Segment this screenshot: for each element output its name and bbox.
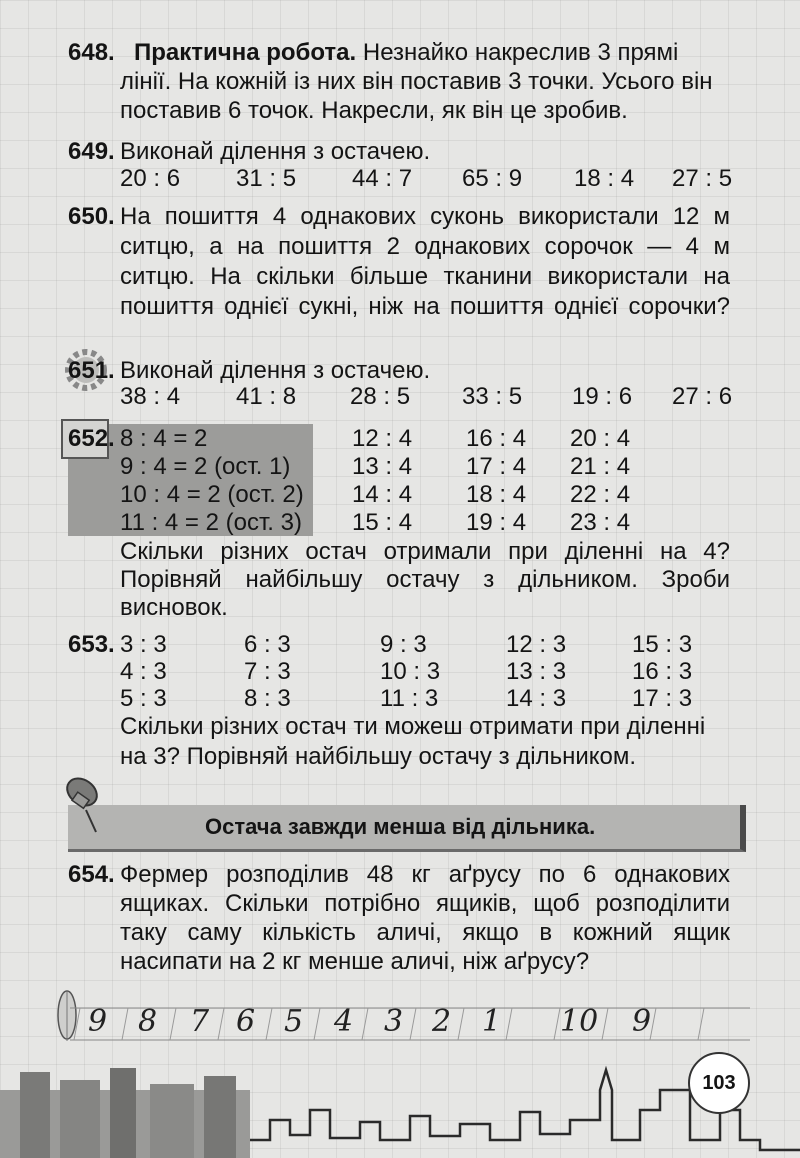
task-654-line2: ящиках. Скільки потрібно ящиків, щоб розподілити (120, 890, 730, 917)
task-652-c4-r2: 21 : 4 (570, 453, 631, 480)
page-number: 103 (688, 1052, 750, 1114)
task-649-expr-3: 44 : 7 (352, 165, 413, 192)
task-653-c1-r2: 4 : 3 (120, 658, 167, 685)
task-653-c2-r3: 8 : 3 (244, 685, 291, 712)
task-651-expr-5: 19 : 6 (572, 383, 633, 410)
task-652-c2-r2: 13 : 4 (352, 453, 413, 480)
task-649-expr-1: 20 : 6 (120, 165, 181, 192)
task-653-c2-r2: 7 : 3 (244, 658, 291, 685)
city-skyline-decoration (0, 1050, 800, 1158)
task-652-c3-r1: 16 : 4 (466, 425, 527, 452)
task-648-heading: Практична робота. (134, 39, 357, 66)
task-648-line3: поставив 6 точок. Накресли, як він це зробив. (120, 97, 628, 124)
task-652-c1-r2: 9 : 4 = 2 (ост. 1) (120, 453, 291, 480)
task-649-expr-5: 18 : 4 (574, 165, 635, 192)
task-653-c5-r2: 16 : 3 (632, 658, 693, 685)
task-650-line4: пошиття однієї сукні, ніж на пошиття однієї сорочки? (120, 293, 730, 320)
number-line-digit-8: 8 (138, 1004, 158, 1039)
task-652-c4-r4: 23 : 4 (570, 509, 631, 536)
task-652-c3-r2: 17 : 4 (466, 453, 527, 480)
task-652-c1-r1: 8 : 4 = 2 (120, 425, 208, 452)
task-651-instruction: Виконай ділення з остачею. (120, 357, 431, 384)
task-652-c3-r4: 19 : 4 (466, 509, 527, 536)
task-652-question-1: Скільки різних остач отримали при діленні на 4? (120, 538, 730, 565)
task-652-c2-r1: 12 : 4 (352, 425, 413, 452)
task-654-line4: насипати на 2 кг менше аличі, ніж аґрусу? (120, 948, 590, 975)
task-653-c4-r1: 12 : 3 (506, 631, 567, 658)
number-line-digit-5: 5 (284, 1004, 304, 1039)
task-653-c1-r3: 5 : 3 (120, 685, 167, 712)
task-649-expr-6: 27 : 5 (672, 165, 733, 192)
task-651-expr-6: 27 : 6 (672, 383, 733, 410)
number-line-digit-6: 6 (236, 1004, 256, 1039)
task-653-c4-r3: 14 : 3 (506, 685, 567, 712)
task-653-c4-r2: 13 : 3 (506, 658, 567, 685)
task-654-line1: Фермер розподілив 48 кг аґрусу по 6 однакових (120, 861, 730, 888)
task-648-line1: Незнайко накреслив 3 прямі (362, 39, 679, 66)
task-652-c2-r3: 14 : 4 (352, 481, 413, 508)
task-653-c1-r1: 3 : 3 (120, 631, 167, 658)
task-650-number: 650. (68, 203, 115, 230)
task-653-c2-r1: 6 : 3 (244, 631, 291, 658)
number-line-digit-7: 7 (190, 1004, 210, 1039)
task-653-c5-r1: 15 : 3 (632, 631, 693, 658)
task-653-question-1: Скільки різних остач ти можеш отримати при діленні (120, 713, 706, 740)
number-line-number-10: 10 (560, 1004, 599, 1039)
task-652-c1-r4: 11 : 4 = 2 (ост. 3) (120, 509, 302, 536)
task-652-c1-r3: 10 : 4 = 2 (ост. 2) (120, 481, 304, 508)
task-650-line3: ситцю. На скільки більше тканини використали на (120, 263, 730, 290)
task-650-line2: ситцю, а на пошиття 2 однакових сорочок — 4 м (120, 233, 730, 260)
task-649-expr-2: 31 : 5 (236, 165, 297, 192)
number-line-digit-3: 3 (384, 1004, 404, 1039)
task-653-c3-r3: 11 : 3 (380, 685, 439, 712)
task-649-instruction: Виконай ділення з остачею. (120, 138, 431, 165)
number-line-digit-9: 9 (88, 1004, 108, 1039)
task-651-expr-3: 28 : 5 (350, 383, 411, 410)
task-652-question-3: висновок. (120, 594, 228, 621)
number-line-digit-9b: 9 (632, 1004, 652, 1039)
task-649-number: 649. (68, 138, 115, 165)
task-652-c3-r3: 18 : 4 (466, 481, 527, 508)
rule-text: Остача завжди менша від дільника. (205, 814, 596, 839)
task-653-c5-r3: 17 : 3 (632, 685, 693, 712)
task-652-number: 652. (68, 425, 115, 452)
task-652-question-2: Порівняй найбільшу остачу з дільником. Зроби (120, 566, 730, 593)
task-648-number: 648. (68, 39, 115, 66)
task-651-number: 651. (68, 357, 115, 384)
task-648-title (134, 38, 678, 68)
number-line-digit-2: 2 (432, 1004, 452, 1039)
task-649-expr-4: 65 : 9 (462, 165, 523, 192)
number-line-digit-1: 1 (482, 1004, 502, 1039)
task-651-expr-2: 41 : 8 (236, 383, 297, 410)
pushpin-icon (52, 770, 122, 840)
task-653-c3-r2: 10 : 3 (380, 658, 441, 685)
task-653-question-2: на 3? Порівняй найбільшу остачу з дільником. (120, 743, 637, 770)
task-650-line1: На пошиття 4 однакових суконь використали 12 м (120, 203, 730, 230)
task-653-number: 653. (68, 631, 115, 658)
task-648-line2: лінії. На кожній із них він поставив 3 точки. Усього він (120, 68, 713, 95)
task-651-expr-1: 38 : 4 (120, 383, 181, 410)
task-652-c2-r4: 15 : 4 (352, 509, 413, 536)
task-652-c4-r1: 20 : 4 (570, 425, 631, 452)
task-651-expr-4: 33 : 5 (462, 383, 523, 410)
task-653-c3-r1: 9 : 3 (380, 631, 427, 658)
task-654-number: 654. (68, 861, 115, 888)
task-654-line3: таку саму кількість аличі, якщо в кожний ящик (120, 919, 730, 946)
number-line-digit-4: 4 (334, 1004, 354, 1039)
task-652-c4-r3: 22 : 4 (570, 481, 631, 508)
